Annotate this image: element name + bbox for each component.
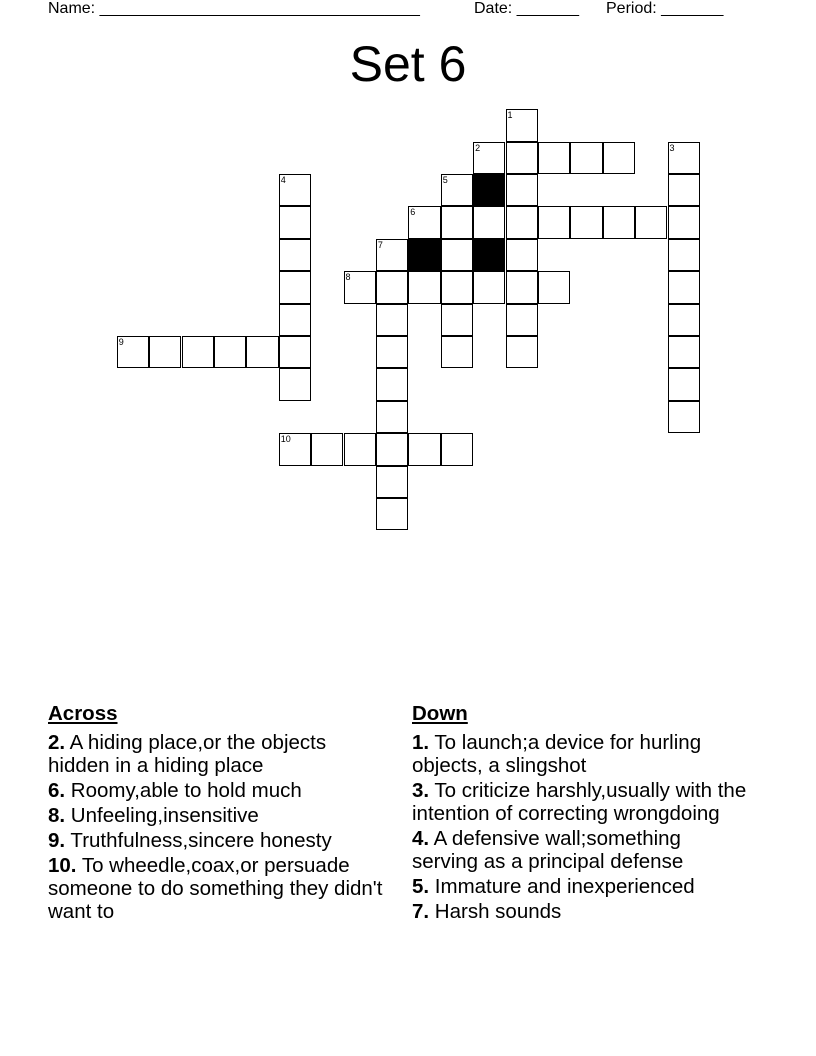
letter-cell[interactable] (538, 271, 570, 303)
letter-cell[interactable] (376, 304, 408, 336)
across-heading: Across (48, 702, 118, 725)
clue-down-3: 3. To criticize harshly,usually with the intention of correcting wrongdoing (412, 779, 747, 825)
letter-cell[interactable] (668, 174, 700, 206)
letter-cell[interactable] (408, 206, 440, 238)
clue-number: 2 (475, 142, 481, 153)
clue-down-4: 4. A defensive wall;something serving as a principal defense (412, 827, 684, 873)
letter-cell[interactable] (441, 336, 473, 368)
letter-cell[interactable] (376, 401, 408, 433)
letter-cell[interactable] (344, 433, 376, 465)
letter-cell[interactable] (441, 206, 473, 238)
clue-number: 10 (280, 434, 291, 445)
letter-cell[interactable] (279, 433, 311, 465)
letter-cell[interactable] (246, 336, 278, 368)
letter-cell[interactable] (311, 433, 343, 465)
letter-cell[interactable] (538, 142, 570, 174)
letter-cell[interactable] (668, 271, 700, 303)
letter-cell[interactable] (376, 336, 408, 368)
clue-across-8: 8. Unfeeling,insensitive (48, 804, 259, 827)
name-field-label: Name: ____________________________________ (48, 0, 420, 17)
letter-cell[interactable] (279, 271, 311, 303)
black-cell (408, 239, 440, 271)
across-clues (48, 702, 388, 925)
letter-cell[interactable] (376, 466, 408, 498)
letter-cell[interactable] (473, 142, 505, 174)
letter-cell[interactable] (506, 109, 538, 141)
clue-down-5: 5. Immature and inexperienced (412, 875, 695, 898)
letter-cell[interactable] (376, 368, 408, 400)
letter-cell[interactable] (279, 239, 311, 271)
black-cell (473, 239, 505, 271)
letter-cell[interactable] (279, 304, 311, 336)
letter-cell[interactable] (506, 174, 538, 206)
letter-cell[interactable] (506, 336, 538, 368)
letter-cell[interactable] (408, 271, 440, 303)
letter-cell[interactable] (668, 368, 700, 400)
letter-cell[interactable] (279, 174, 311, 206)
letter-cell[interactable] (668, 142, 700, 174)
letter-cell[interactable] (376, 498, 408, 530)
letter-cell[interactable] (376, 271, 408, 303)
clue-number: 6 (410, 207, 416, 218)
letter-cell[interactable] (668, 336, 700, 368)
page-title: Set 6 (349, 36, 467, 92)
letter-cell[interactable] (408, 433, 440, 465)
clue-number: 3 (669, 142, 675, 153)
letter-cell[interactable] (376, 239, 408, 271)
letter-cell[interactable] (538, 206, 570, 238)
letter-cell[interactable] (441, 271, 473, 303)
clue-across-10: 10. To wheedle,coax,or persuade someone to do something they didn't want to (48, 854, 383, 923)
clue-down-1: 1. To launch;a device for hurling objects, a slingshot (412, 731, 702, 777)
clue-number: 4 (280, 175, 286, 185)
letter-cell[interactable] (668, 206, 700, 238)
clue-across-9: 9. Truthfulness,sincere honesty (48, 829, 332, 852)
letter-cell[interactable] (603, 142, 635, 174)
letter-cell[interactable] (635, 206, 667, 238)
letter-cell[interactable] (473, 206, 505, 238)
letter-cell[interactable] (668, 304, 700, 336)
clue-across-6: 6. Roomy,able to hold much (48, 779, 302, 802)
letter-cell[interactable] (441, 304, 473, 336)
letter-cell[interactable] (668, 239, 700, 271)
black-cell (473, 174, 505, 206)
letter-cell[interactable] (570, 142, 602, 174)
letter-cell[interactable] (441, 433, 473, 465)
letter-cell[interactable] (506, 271, 538, 303)
letter-cell[interactable] (117, 336, 149, 368)
letter-cell[interactable] (506, 142, 538, 174)
letter-cell[interactable] (376, 433, 408, 465)
clue-number: 8 (345, 272, 351, 283)
clue-across-2: 2. A hiding place,or the objects hidden in a hiding place (48, 731, 327, 777)
letter-cell[interactable] (279, 368, 311, 400)
down-heading: Down (412, 702, 468, 725)
letter-cell[interactable] (182, 336, 214, 368)
clue-number: 7 (377, 239, 383, 250)
letter-cell[interactable] (506, 304, 538, 336)
down-clues (412, 702, 752, 925)
letter-cell[interactable] (214, 336, 246, 368)
letter-cell[interactable] (344, 271, 376, 303)
letter-cell[interactable] (506, 206, 538, 238)
letter-cell[interactable] (473, 271, 505, 303)
clue-number: 5 (442, 175, 448, 185)
clue-number: 1 (507, 110, 513, 121)
clue-down-7: 7. Harsh sounds (412, 900, 562, 923)
date-field-label: Date: _______ (474, 0, 579, 17)
letter-cell[interactable] (570, 206, 602, 238)
letter-cell[interactable] (441, 239, 473, 271)
letter-cell[interactable] (668, 401, 700, 433)
letter-cell[interactable] (149, 336, 181, 368)
letter-cell[interactable] (279, 336, 311, 368)
clue-number: 9 (118, 337, 124, 347)
letter-cell[interactable] (279, 206, 311, 238)
period-field-label: Period: _______ (606, 0, 724, 17)
letter-cell[interactable] (506, 239, 538, 271)
letter-cell[interactable] (603, 206, 635, 238)
letter-cell[interactable] (441, 174, 473, 206)
